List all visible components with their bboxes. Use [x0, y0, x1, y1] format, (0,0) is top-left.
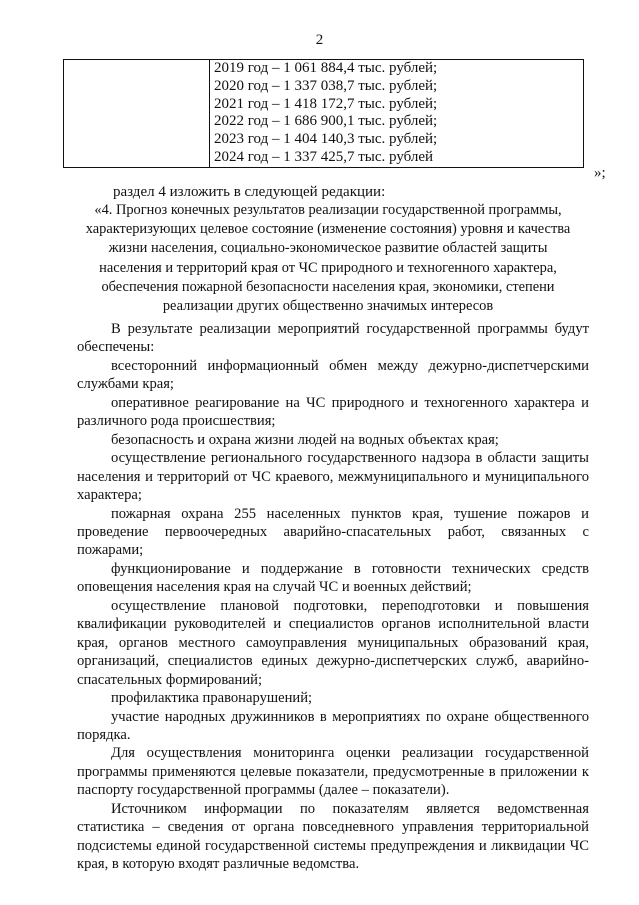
paragraph: оперативное реагирование на ЧС природного и техногенного характера и различного рода происшествия;: [77, 394, 589, 430]
budget-line-2024: 2024 год – 1 337 425,7 тыс. рублей: [214, 148, 434, 165]
table-cell-empty: [64, 60, 210, 168]
paragraph: В результате реализации мероприятий государственной программы будут обеспечены:: [77, 321, 589, 356]
table-cell-budget-lines: [210, 60, 584, 168]
body-text: [77, 320, 589, 874]
paragraph: участие народных дружинников в мероприятиях по охране общественного порядка.: [77, 708, 589, 743]
paragraph: осуществление плановой подготовки, переподготовки и повышения квалификации руководителей и специалистов органов исполнительной власти края, органов местного самоуправления муниципальных образований края, организаций, специалистов единых дежурно-диспетчерских служб, аварийно-спасательных формирований;: [77, 597, 589, 688]
closing-quote: »;: [594, 165, 606, 181]
paragraph: безопасность и охрана жизни людей на водных объектах края;: [111, 431, 499, 448]
budget-line-2019: 2019 год – 1 061 884,4 тыс. рублей;: [214, 60, 438, 76]
budget-line-2023: 2023 год – 1 404 140,3 тыс. рублей;: [214, 131, 438, 148]
budget-line-2022: 2022 год – 1 686 900,1 тыс. рублей;: [214, 113, 438, 130]
paragraph: профилактика правонарушений;: [111, 690, 313, 707]
paragraph: функционирование и поддержание в готовности технических средств оповещения населения края на случай ЧС и военных действий;: [77, 560, 589, 596]
section-heading: «4. Прогноз конечных результатов реализации государственной программы, характеризующих целевое состояние (изменение состояния) уровня и качества жизни населения, социально-экономическое развитие областей защиты населения и территорий края от ЧС природного и техногенного характера, обеспечения пожарной безопасности населения края, экономики, степени реализации других общественно значимых интересов: [85, 202, 571, 315]
budget-table: [63, 59, 584, 168]
paragraph: всесторонний информационный обмен между дежурно-диспетчерскими службами края;: [77, 357, 589, 393]
page-number: 2: [315, 32, 324, 48]
budget-line-2021: 2021 год – 1 418 172,7 тыс. рублей;: [214, 95, 438, 112]
table-row: [64, 60, 584, 168]
budget-line-2020: 2020 год – 1 337 038,7 тыс. рублей;: [214, 77, 438, 94]
paragraph: Для осуществления мониторинга оценки реализации государственной программы применяются целевые показатели, предусмотренные в приложении к паспорту государственной программы (далее – показатели).: [77, 745, 589, 799]
amendment-intro: раздел 4 изложить в следующей редакции:: [113, 184, 386, 200]
paragraph: Источником информации по показателям является ведомственная статистика – сведения от органа повседневного управления территориальной подсистемы единой государственной системы предупреждения и ликвидации ЧС края, в которую входят различные ведомства.: [77, 800, 589, 873]
paragraph: осуществление регионального государственного надзора в области защиты населения и территорий от ЧС краевого, межмуниципального и муниципального характера;: [77, 450, 589, 504]
paragraph: пожарная охрана 255 населенных пунктов края, тушение пожаров и проведение первоочередных аварийно-спасательных работ, связанных с пожарами;: [77, 505, 589, 559]
